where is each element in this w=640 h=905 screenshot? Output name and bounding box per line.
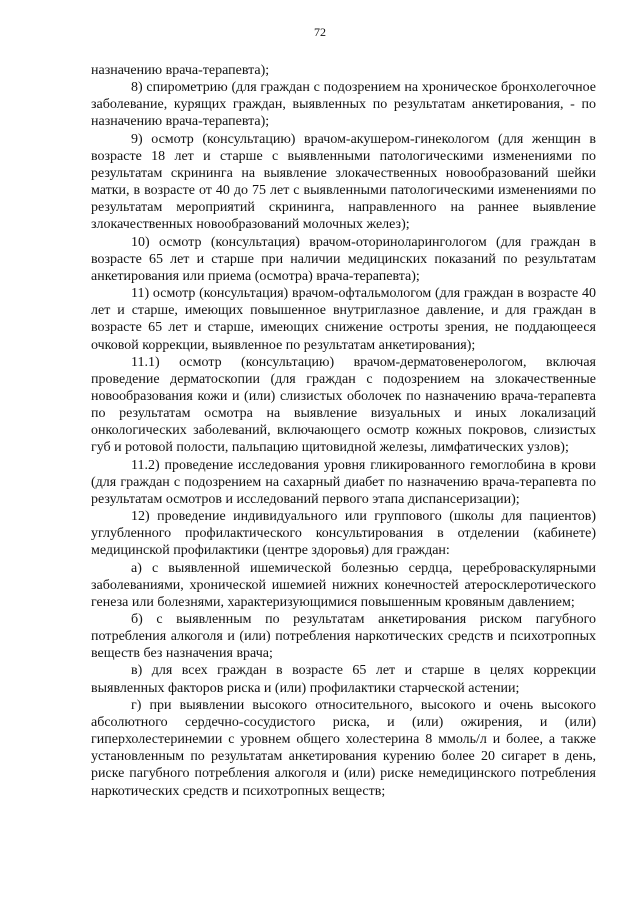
paragraph-subitem-v: в) для всех граждан в возрасте 65 лет и старше в целях коррекции выявленных факторов риска и (или) профилактики старческой астении; [91,663,596,696]
paragraph-item-12: 12) проведение индивидуального или группового (школы для пациентов) углубленного профилактического консультирования в отделении (кабинете) медицинской профилактики (центре здоровья) для граждан: [91,509,596,559]
paragraph-subitem-a: а) с выявленной ишемической болезнью сердца, цереброваскулярными заболеваниями, хронической ишемией нижних конечностей атеросклеротического генеза или болезнями, характеризующимися повышенным кровяным давлением; [91,560,596,610]
document-body [91,62,596,800]
paragraph-item-10: 10) осмотр (консультация) врачом-оториноларингологом (для граждан в возрасте 65 лет и старше при наличии медицинских показаний по результатам анкетирования или приема (осмотра) врача-терапевта); [91,234,596,284]
paragraph-item-9: 9) осмотр (консультацию) врачом-акушером-гинекологом (для женщин в возрасте 18 лет и старше с выявленными патологическими изменениями по результатам скрининга на выявление злокачественных новообразований шейки матки, в возрасте от 40 до 75 лет с выявленными патологическими изменениями по результатам мероприятий скрининга, направленного на раннее выявление злокачественных новообразований молочных желез); [91,131,596,233]
paragraph-continuation: назначению врача-терапевта); [91,63,270,78]
paragraph-item-11: 11) осмотр (консультация) врачом-офтальмологом (для граждан в возрасте 40 лет и старше, имеющих повышенное внутриглазное давление, и для граждан в возрасте 65 лет и старше, имеющих снижение остроты зрения, не поддающееся очковой коррекции, выявленное по результатам анкетирования); [91,286,596,353]
paragraph-item-8: 8) спирометрию (для граждан с подозрением на хроническое бронхолегочное заболевание, курящих граждан, выявленных по результатам анкетирования, - по назначению врача-терапевта); [91,80,596,130]
page-number: 72 [314,25,326,39]
paragraph-item-11-1: 11.1) осмотр (консультацию) врачом-дерматовенерологом, включая проведение дерматоскопии (для граждан с подозрением на злокачественные новообразования кожи и (или) слизистых оболочек по назначению врача-терапевта по результатам осмотра на выявление визуальных и иных локализаций онкологических заболеваний, включающего осмотр кожных покровов, слизистых губ и ротовой полости, пальпацию щитовидной железы, лимфатических узлов); [91,354,596,456]
paragraph-item-11-2: 11.2) проведение исследования уровня гликированного гемоглобина в крови (для граждан с подозрением на сахарный диабет по назначению врача-терапевта по результатам осмотров и исследований первого этапа диспансеризации); [91,457,596,507]
paragraph-subitem-g: г) при выявлении высокого относительного, высокого и очень высокого абсолютного сердечно-сосудистого риска, и (или) ожирения, и (или) гиперхолестеринемии с уровнем общего холестерина 8 ммоль/л и более, а также установленным по результатам анкетирования курению более 20 сигарет в день, риске пагубного потребления алкоголя и (или) риске немедицинского потребления наркотических средств и психотропных веществ; [91,697,596,799]
paragraph-subitem-b: б) с выявленным по результатам анкетирования риском пагубного потребления алкоголя и (или) потребления наркотических средств и психотропных веществ без назначения врача; [91,612,596,662]
